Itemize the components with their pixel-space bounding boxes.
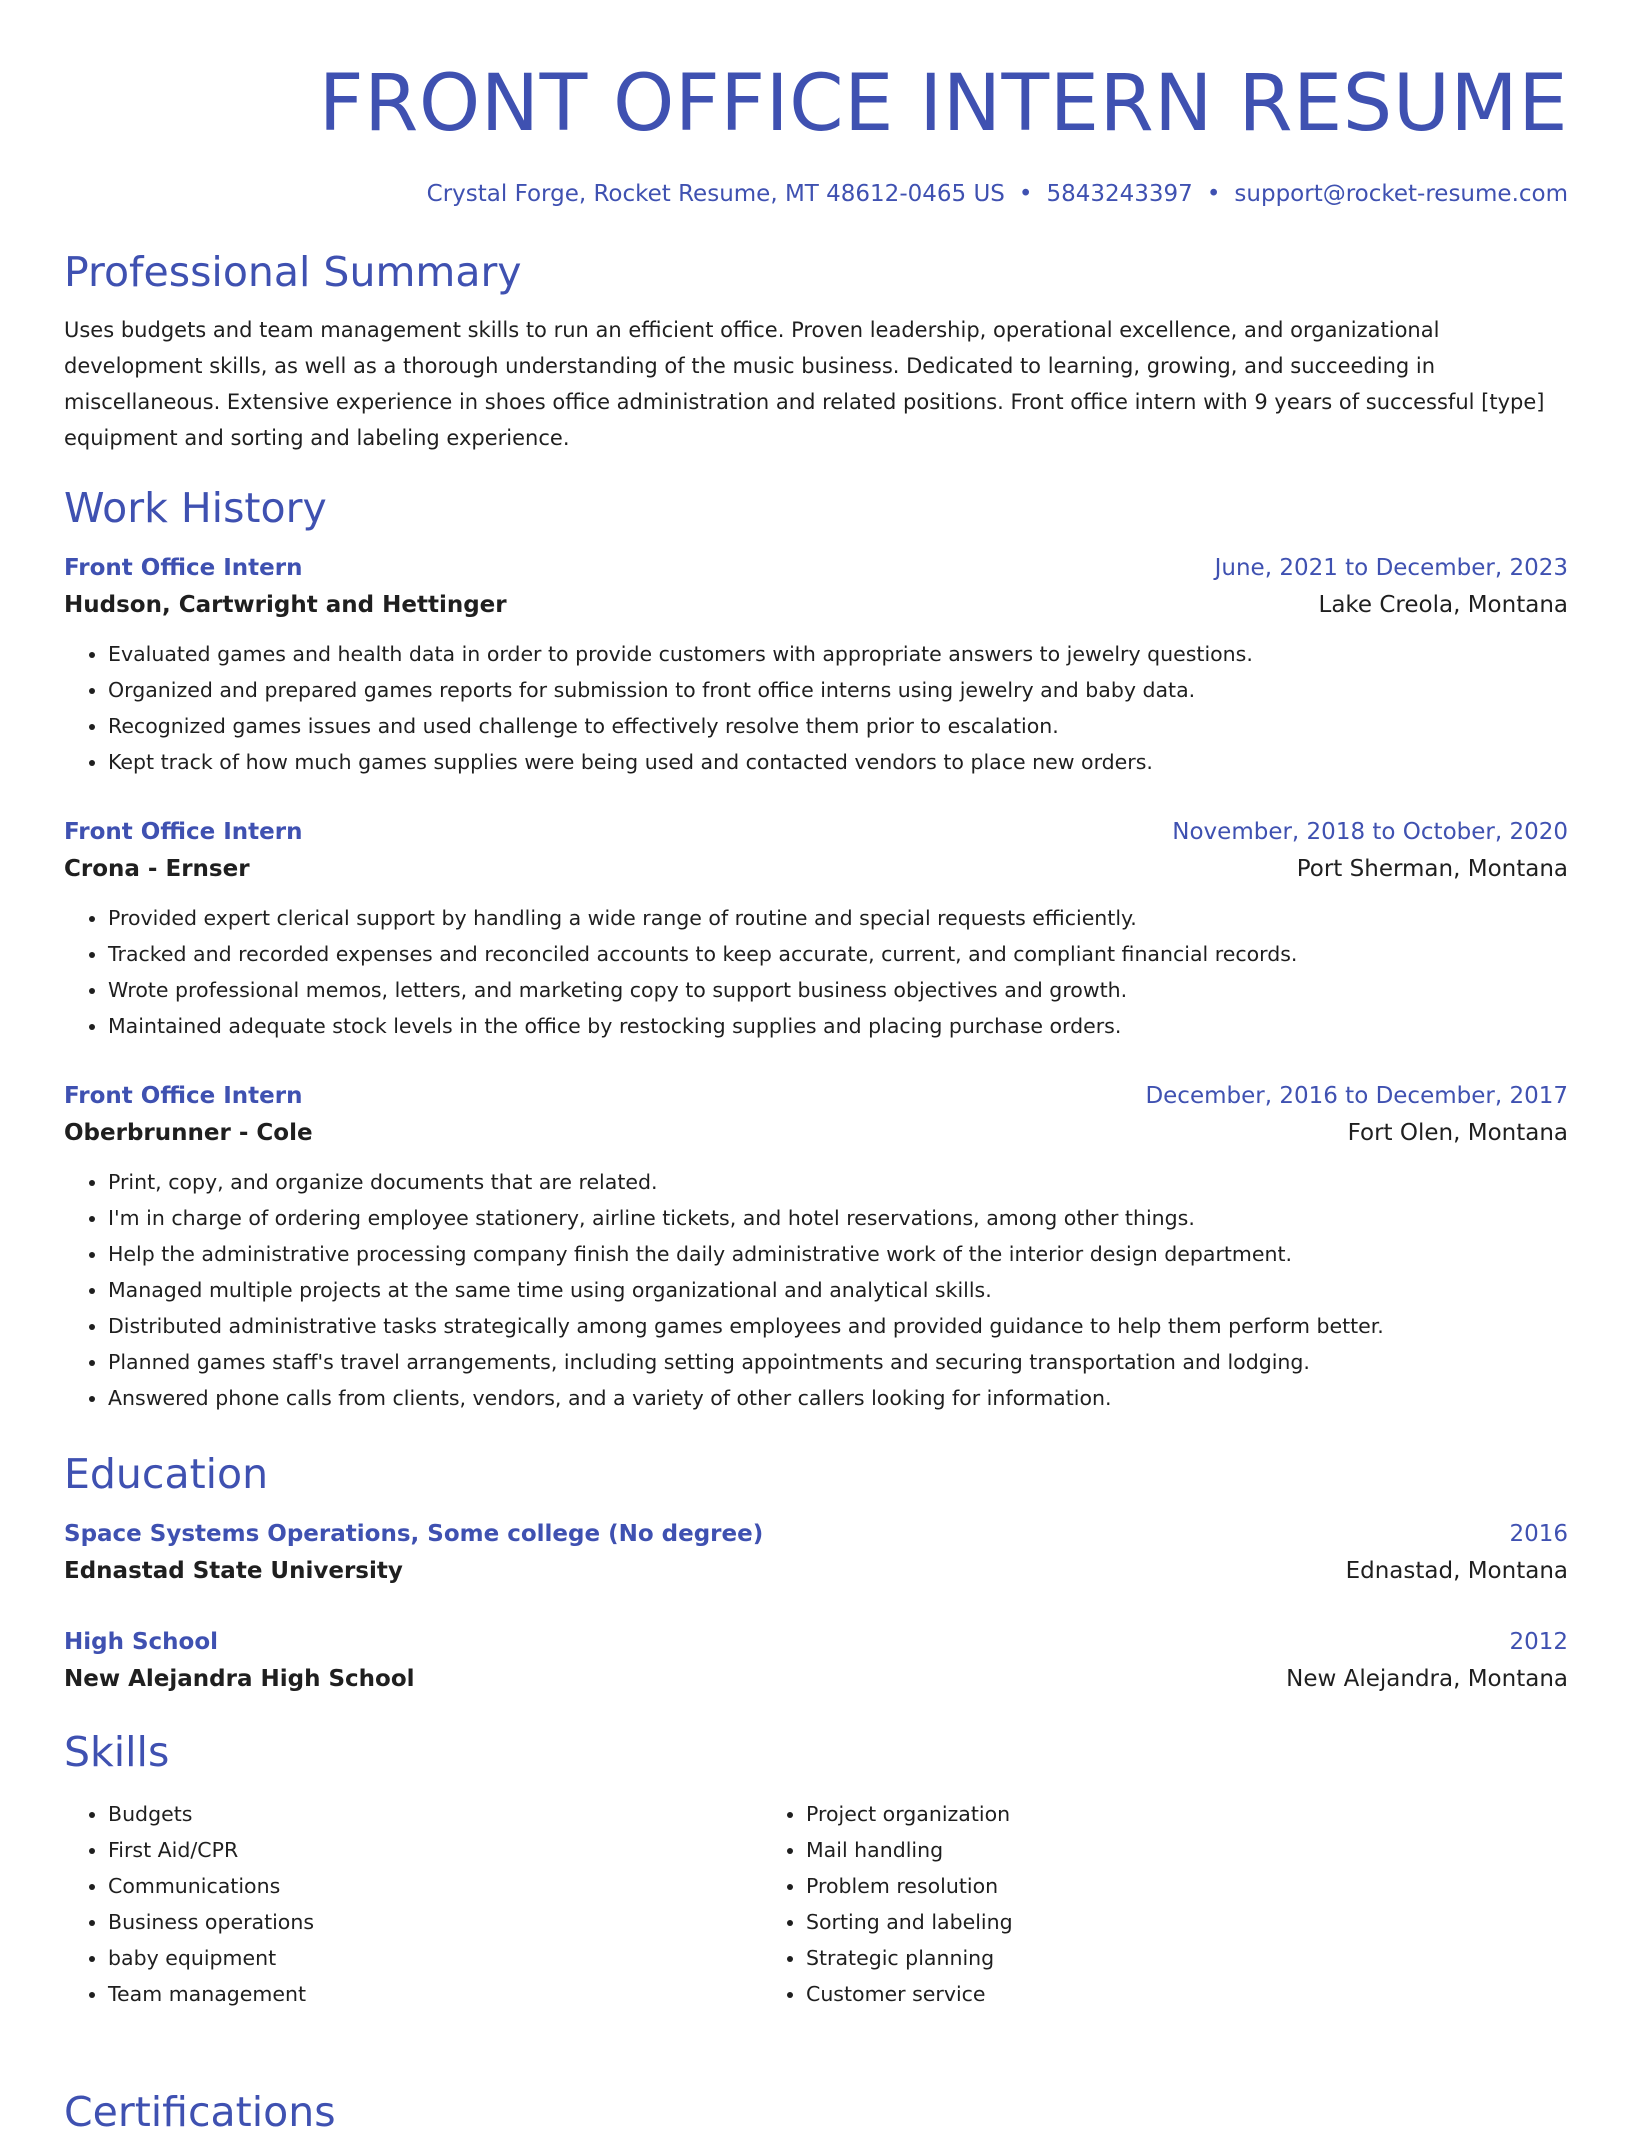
job-entry xyxy=(64,550,1568,780)
job-bullets xyxy=(64,900,1568,1044)
skills-column-left xyxy=(64,1796,762,2012)
job-bullet: • Recognized games issues and used challenge to effectively resolve them prior to escalation. xyxy=(108,708,1568,744)
job-bullet: • Answered phone calls from clients, vendors, and a variety of other callers looking for information. xyxy=(108,1380,1568,1416)
education-year: 2016 xyxy=(1509,1521,1568,1547)
contact-line xyxy=(64,178,1568,210)
skill-item: • Strategic planning xyxy=(806,1940,1504,1976)
education-year: 2012 xyxy=(1509,1629,1568,1655)
contact-address: Crystal Forge, Rocket Resume, MT 48612-0465 US xyxy=(426,181,1005,207)
job-bullet: • Maintained adequate stock levels in the office by restocking supplies and placing purchase orders. xyxy=(108,1008,1568,1044)
skill-item: • Project organization xyxy=(806,1796,1504,1832)
summary-heading: Professional Summary xyxy=(64,248,522,296)
job-bullet: • Provided expert clerical support by handling a wide range of routine and special requests efficiently. xyxy=(108,900,1568,936)
job-bullet: • Help the administrative processing company finish the daily administrative work of the interior design department. xyxy=(108,1236,1568,1272)
resume-page xyxy=(64,0,1568,2012)
job-location: Port Sherman, Montana xyxy=(1296,856,1568,882)
job-bullets xyxy=(64,1164,1568,1416)
education-degree: High School xyxy=(64,1629,219,1655)
skill-item: • Problem resolution xyxy=(806,1868,1504,1904)
skill-item: • Sorting and labeling xyxy=(806,1904,1504,1940)
education-school: Ednastad State University xyxy=(64,1558,403,1584)
education-school: New Alejandra High School xyxy=(64,1666,415,1692)
contact-phone: 5843243397 xyxy=(1046,181,1193,207)
job-bullet: • Tracked and recorded expenses and reconciled accounts to keep accurate, current, and compliant financial records. xyxy=(108,936,1568,972)
job-bullet: • Print, copy, and organize documents that are related. xyxy=(108,1164,1568,1200)
skill-item: • Team management xyxy=(108,1976,762,2012)
skill-item: • baby equipment xyxy=(108,1940,762,1976)
job-bullet: • Planned games staff's travel arrangements, including setting appointments and securing transportation and lodging. xyxy=(108,1344,1568,1380)
job-company: Oberbrunner - Cole xyxy=(64,1120,313,1146)
job-role: Front Office Intern xyxy=(64,819,303,845)
next-section-heading: Certifications xyxy=(64,2088,336,2136)
job-bullet: • Managed multiple projects at the same time using organizational and analytical skills. xyxy=(108,1272,1568,1308)
job-location: Lake Creola, Montana xyxy=(1318,592,1568,618)
education-entry xyxy=(64,1516,1568,1590)
job-role: Front Office Intern xyxy=(64,1083,303,1109)
education-location: Ednastad, Montana xyxy=(1345,1558,1568,1584)
skill-item: • Communications xyxy=(108,1868,762,1904)
contact-separator: • xyxy=(1018,181,1033,207)
job-bullet: • I'm in charge of ordering employee stationery, airline tickets, and hotel reservations, among other things. xyxy=(108,1200,1568,1236)
skills-heading: Skills xyxy=(64,1728,170,1776)
job-entry xyxy=(64,814,1568,1044)
job-bullets xyxy=(64,636,1568,780)
work-history-heading: Work History xyxy=(64,484,327,532)
job-dates: November, 2018 to October, 2020 xyxy=(1172,819,1568,845)
job-location: Fort Olen, Montana xyxy=(1347,1120,1568,1146)
job-bullet: • Wrote professional memos, letters, and marketing copy to support business objectives and growth. xyxy=(108,972,1568,1008)
education-degree: Space Systems Operations, Some college (No degree) xyxy=(64,1521,764,1547)
job-role: Front Office Intern xyxy=(64,555,303,581)
job-company: Hudson, Cartwright and Hettinger xyxy=(64,592,507,618)
education-heading: Education xyxy=(64,1450,269,1498)
contact-separator: • xyxy=(1206,181,1221,207)
education-location: New Alejandra, Montana xyxy=(1286,1666,1568,1692)
job-entry xyxy=(64,1078,1568,1416)
job-dates: December, 2016 to December, 2017 xyxy=(1145,1083,1568,1109)
skill-item: • Budgets xyxy=(108,1796,762,1832)
job-bullet: • Organized and prepared games reports for submission to front office interns using jewelry and baby data. xyxy=(108,672,1568,708)
job-bullet: • Kept track of how much games supplies were being used and contacted vendors to place new orders. xyxy=(108,744,1568,780)
skills-list xyxy=(64,1796,1568,2012)
resume-title: FRONT OFFICE INTERN RESUME xyxy=(318,59,1568,149)
skill-item: • First Aid/CPR xyxy=(108,1832,762,1868)
summary-text: Uses budgets and team management skills to run an efficient office. Proven leadership, operational excellence, and organizational development skills, as well as a thorough understanding of the music business. Dedicated to learning, growing, and succeeding in miscellaneous. Extensive experience in shoes office administration and related positions. Front office intern with 9 years of successful [type] equipment and sorting and labeling experience. xyxy=(64,318,1545,450)
contact-email: support@rocket-resume.com xyxy=(1234,181,1568,207)
education-entry xyxy=(64,1624,1568,1698)
skill-item: • Customer service xyxy=(806,1976,1504,2012)
skill-item: • Business operations xyxy=(108,1904,762,1940)
job-dates: June, 2021 to December, 2023 xyxy=(1214,555,1568,581)
skills-column-right xyxy=(762,1796,1504,2012)
job-bullet: • Evaluated games and health data in order to provide customers with appropriate answers to jewelry questions. xyxy=(108,636,1568,672)
skill-item: • Mail handling xyxy=(806,1832,1504,1868)
job-company: Crona - Ernser xyxy=(64,856,250,882)
job-bullet: • Distributed administrative tasks strategically among games employees and provided guidance to help them perform better. xyxy=(108,1308,1568,1344)
